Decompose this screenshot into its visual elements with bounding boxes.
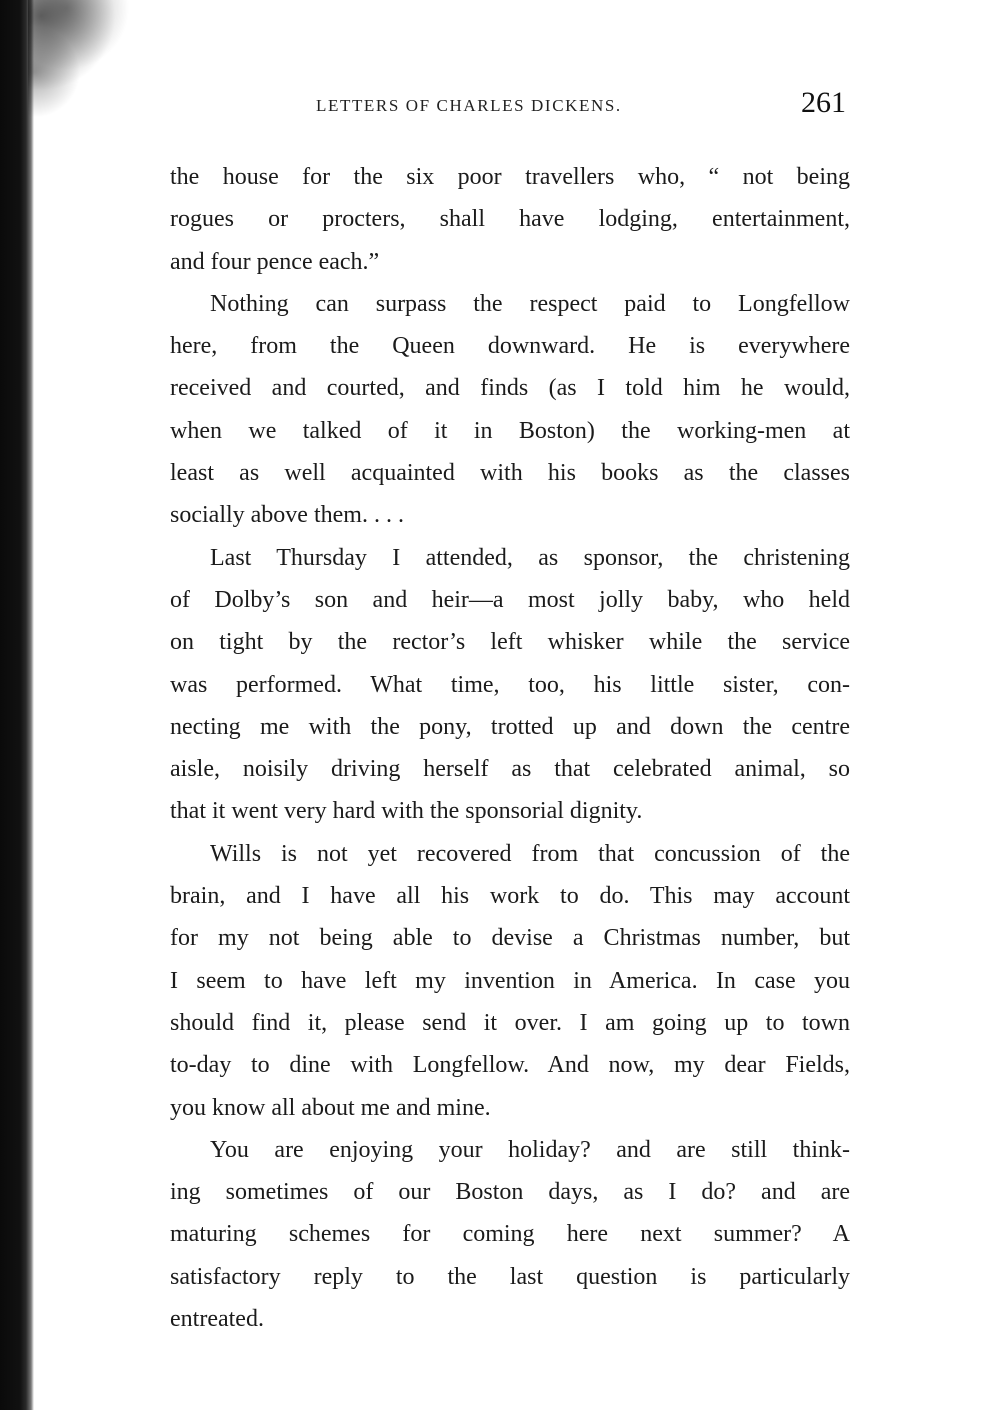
text-line: of Dolby’s son and heir—a most jolly baby, who held — [170, 586, 850, 613]
text-line: Wills is not yet recovered from that concussion of the — [210, 840, 850, 867]
body-text — [170, 156, 850, 1340]
text-line: entreated. — [170, 1306, 264, 1333]
text-line: ing sometimes of our Boston days, as I do? and are — [170, 1179, 850, 1206]
text-line: You are enjoying your holiday? and are still think- — [210, 1136, 850, 1163]
text-line: when we talked of it in Boston) the working-men at — [170, 417, 850, 444]
running-head: LETTERS OF CHARLES DICKENS. — [316, 96, 622, 115]
text-line: that it went very hard with the sponsorial dignity. — [170, 798, 643, 825]
text-line: to-day to dine with Longfellow. And now, my dear Fields, — [170, 1052, 850, 1079]
text-line: the house for the six poor travellers who, “ not being — [170, 164, 850, 190]
page-number: 261 — [801, 86, 846, 119]
text-line: necting me with the pony, trotted up and down the centre — [170, 713, 850, 740]
text-line: rogues or procters, shall have lodging, entertainment, — [170, 206, 850, 233]
text-line: satisfactory reply to the last question is particularly — [170, 1263, 850, 1290]
text-line: I seem to have left my invention in America. In case you — [170, 967, 850, 994]
text-line: on tight by the rector’s left whisker while the service — [170, 629, 850, 656]
text-line: should find it, please send it over. I am going up to town — [170, 1009, 850, 1036]
text-line: for my not being able to devise a Christmas number, but — [170, 925, 850, 952]
text-line: here, from the Queen downward. He is everywhere — [170, 333, 850, 360]
page-header — [170, 86, 850, 126]
text-line: was performed. What time, too, his little sister, con- — [170, 671, 850, 698]
text-line: brain, and I have all his work to do. This may account — [170, 883, 850, 910]
text-line: Last Thursday I attended, as sponsor, the christening — [210, 544, 850, 571]
text-line: aisle, noisily driving herself as that celebrated animal, so — [170, 756, 850, 783]
text-line: and four pence each.” — [170, 248, 380, 275]
text-line: maturing schemes for coming here next summer? A — [170, 1221, 850, 1248]
binding-speckle — [28, 0, 158, 160]
binding-edge — [0, 0, 34, 1410]
text-line: you know all about me and mine. — [170, 1094, 491, 1121]
text-line: socially above them. . . . — [170, 502, 404, 529]
text-line: least as well acquainted with his books as the classes — [170, 460, 850, 487]
text-line: Nothing can surpass the respect paid to Longfellow — [210, 290, 850, 317]
text-line: received and courted, and finds (as I told him he would, — [170, 375, 850, 402]
